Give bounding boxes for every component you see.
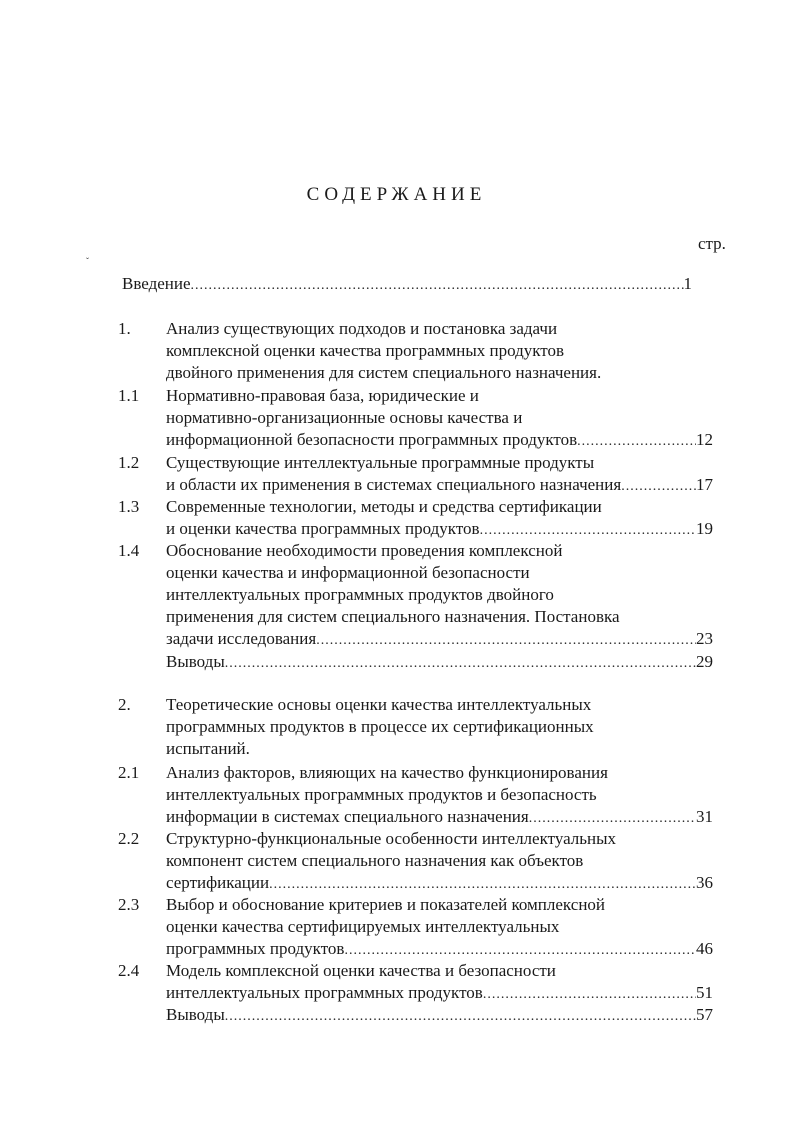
- toc-entry-line: Обоснование необходимости проведения комплексной: [166, 541, 563, 560]
- leader-dots: [316, 630, 696, 650]
- toc-entry-line[interactable]: [166, 474, 713, 496]
- toc-entry-line[interactable]: [166, 982, 713, 1004]
- toc-entry-number: 2.1: [118, 763, 140, 782]
- scan-artifact: ˇ: [86, 256, 89, 266]
- leader-dots: [225, 1006, 696, 1026]
- toc-entry-number: 2.2: [118, 829, 140, 848]
- toc-entry-page: 29: [696, 652, 713, 671]
- toc-entry-text: интеллектуальных программных продуктов: [166, 983, 483, 1002]
- toc-entry-line: Современные технологии, методы и средства сертификации: [166, 497, 602, 516]
- toc-entry-line: Нормативно-правовая база, юридические и: [166, 386, 479, 405]
- leader-dots: [529, 808, 696, 828]
- toc-entry-page: 51: [696, 983, 713, 1002]
- toc-entry-page: 57: [696, 1005, 713, 1024]
- toc-entry-text: и области их применения в системах специального назначения: [166, 475, 622, 494]
- toc-entry-intro[interactable]: [122, 273, 692, 295]
- toc-entry-text: программных продуктов: [166, 939, 345, 958]
- leader-dots: [269, 874, 696, 894]
- toc-entry-line[interactable]: [166, 651, 713, 673]
- toc-entry-line: интеллектуальных программных продуктов двойного: [166, 585, 554, 604]
- toc-entry-number: 2.4: [118, 961, 140, 980]
- toc-entry-page: 23: [696, 629, 713, 648]
- toc-entry-line[interactable]: [166, 806, 713, 828]
- toc-entry-number: 2.: [118, 695, 131, 714]
- toc-entry-text: Введение: [122, 274, 191, 293]
- toc-entry-line: Анализ факторов, влияющих на качество функционирования: [166, 763, 608, 782]
- toc-entry-line: испытаний.: [166, 739, 250, 758]
- toc-entry-line: оценки качества сертифицируемых интеллектуальных: [166, 917, 560, 936]
- toc-entry-line: интеллектуальных программных продуктов и безопасность: [166, 785, 597, 804]
- toc-entry-line[interactable]: [166, 628, 713, 650]
- toc-entry-line[interactable]: [166, 1004, 713, 1026]
- toc-entry-page: 36: [696, 873, 713, 892]
- toc-entry-page: 19: [696, 519, 713, 538]
- toc-entry-number: 2.3: [118, 895, 140, 914]
- toc-entry-text: Выводы: [166, 652, 225, 671]
- page-column-label: стр.: [698, 234, 726, 253]
- toc-entry-line: программных продуктов в процессе их сертификационных: [166, 717, 594, 736]
- toc-entry-page: 17: [696, 475, 713, 494]
- toc-entry-line[interactable]: [166, 518, 713, 540]
- toc-entry-number: 1.: [118, 319, 131, 338]
- toc-entry-number: 1.1: [118, 386, 140, 405]
- toc-entry-line: Теоретические основы оценки качества интеллектуальных: [166, 695, 592, 714]
- leader-dots: [483, 984, 696, 1004]
- toc-entry-text: Выводы: [166, 1005, 225, 1024]
- toc-entry-text: задачи исследования: [166, 629, 317, 648]
- toc-entry-line[interactable]: [166, 429, 713, 451]
- toc-entry-text: и оценки качества программных продуктов: [166, 519, 480, 538]
- toc-entry-text: информации в системах специального назначения: [166, 807, 529, 826]
- leader-dots: [344, 940, 696, 960]
- toc-entry-line: нормативно-организационные основы качества и: [166, 408, 523, 427]
- toc-entry-line: Структурно-функциональные особенности интеллектуальных: [166, 829, 617, 848]
- toc-entry-page: 46: [696, 939, 713, 958]
- toc-entry-page: 31: [696, 807, 713, 826]
- leader-dots: [191, 275, 684, 295]
- toc-entry-line: Модель комплексной оценки качества и безопасности: [166, 961, 556, 980]
- toc-entry-text: информационной безопасности программных продуктов: [166, 430, 578, 449]
- toc-entry-line: применения для систем специального назначения. Постановка: [166, 607, 620, 626]
- toc-entry-line: Анализ существующих подходов и постановка задачи: [166, 319, 558, 338]
- toc-entry-number: 1.3: [118, 497, 140, 516]
- toc-entry-line[interactable]: [166, 938, 713, 960]
- toc-entry-line: оценки качества и информационной безопасности: [166, 563, 530, 582]
- leader-dots: [621, 476, 696, 496]
- toc-entry-line: комплексной оценки качества программных продуктов: [166, 341, 565, 360]
- toc-entry-number: 1.2: [118, 453, 140, 472]
- toc-entry-line[interactable]: [166, 872, 713, 894]
- toc-entry-page: 1: [683, 274, 692, 293]
- toc-entry-text: сертификации: [166, 873, 270, 892]
- toc-entry-line: Выбор и обоснование критериев и показателей комплексной: [166, 895, 606, 914]
- toc-entry-page: 12: [696, 430, 713, 449]
- leader-dots: [225, 653, 696, 673]
- page-title: СОДЕРЖАНИЕ: [306, 184, 487, 205]
- toc-entry-line: Существующие интеллектуальные программные продукты: [166, 453, 595, 472]
- leader-dots: [577, 431, 696, 451]
- toc-entry-line: двойного применения для систем специального назначения.: [166, 363, 602, 382]
- toc-entry-line: компонент систем специального назначения как объектов: [166, 851, 584, 870]
- leader-dots: [480, 520, 696, 540]
- toc-entry-number: 1.4: [118, 541, 140, 560]
